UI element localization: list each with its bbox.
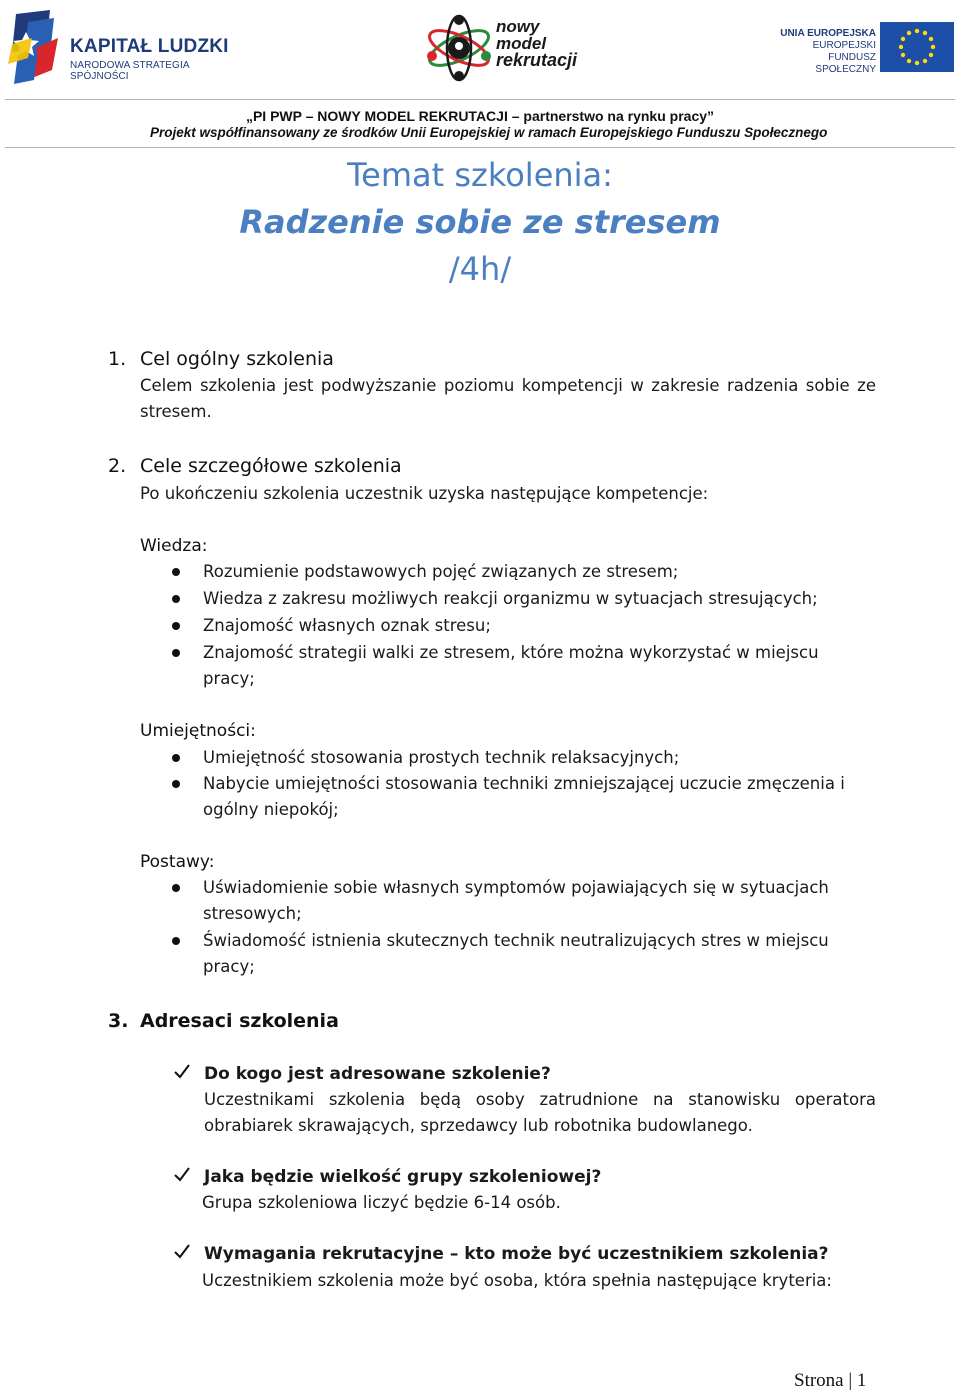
section-2-number: 2. xyxy=(108,455,127,477)
section-1-number: 1. xyxy=(108,348,127,370)
question-requirements: Wymagania rekrutacyjne – kto może być uczestnikiem szkolenia? xyxy=(204,1244,829,1264)
wiedza-item: Rozumienie podstawowych pojęć związanych ze stresem; xyxy=(203,562,679,581)
section-1-text: Celem szkolenia jest podwyższanie poziomu kompetencji w zakresie radzenia sobie ze stresem. xyxy=(140,376,876,421)
project-subtitle: Projekt współfinansowany ze środków Unii Europejskiej w ramach Europejskiego Funduszu Społecznego xyxy=(150,125,828,140)
postawy-item: Uświadomienie sobie własnych symptomów pojawiających się w sytuacjach xyxy=(203,878,829,897)
training-duration: /4h/ xyxy=(448,250,512,288)
umiejetnosci-item: Umiejętność stosowania prostych technik relaksacyjnych; xyxy=(203,748,680,767)
page-header xyxy=(0,0,960,150)
answer-requirements: Uczestnikiem szkolenia może być osoba, która spełnia następujące kryteria: xyxy=(202,1271,832,1290)
postawy-item-continuation: pracy; xyxy=(203,957,255,976)
umiejetnosci-item-continuation: ogólny niepokój; xyxy=(203,800,339,819)
kapital-ludzki-logo xyxy=(6,8,246,88)
bullet-icon xyxy=(172,937,180,945)
nowy-model-rekrutacji-text xyxy=(496,18,577,69)
checkmark-icon xyxy=(173,1243,191,1261)
atom-people-icon xyxy=(424,12,494,82)
checkmark-icon xyxy=(173,1063,191,1081)
logo-word-model: model xyxy=(496,34,547,53)
eu-logo-line-3: FUNDUSZ SPOŁECZNY xyxy=(815,52,876,75)
header-divider-bottom xyxy=(5,147,955,148)
question-group-size: Jaka będzie wielkość grupy szkoleniowej? xyxy=(204,1167,602,1187)
training-topic-name: Radzenie sobie ze stresem xyxy=(239,203,721,241)
answer-audience: Uczestnikami szkolenia będą osoby zatrudnione na stanowisku operatora obrabiarek skrawających, sprzedawcy lub robotnika budowlanego. xyxy=(204,1090,876,1135)
postawy-item: Świadomość istnienia skutecznych technik neutralizujących stres w miejscu xyxy=(203,931,829,950)
bullet-icon xyxy=(172,622,180,630)
section-3-heading: Adresaci szkolenia xyxy=(140,1010,339,1032)
section-1-heading: Cel ogólny szkolenia xyxy=(140,348,334,370)
kapital-ludzki-title: KAPITAŁ LUDZKI xyxy=(70,36,229,57)
postawy-item-continuation: stresowych; xyxy=(203,904,302,923)
bullet-icon xyxy=(172,884,180,892)
answer-group-size: Grupa szkoleniowa liczyć będzie 6-14 osób. xyxy=(202,1193,561,1212)
project-title: „PI PWP – NOWY MODEL REKRUTACJI – partnerstwo na rynku pracy” xyxy=(245,108,715,124)
eu-logo-line-1: UNIA EUROPEJSKA xyxy=(780,28,876,39)
wiedza-item: Wiedza z zakresu możliwych reakcji organizmu w sytuacjach stresujących; xyxy=(203,589,818,608)
checkmark-icon xyxy=(173,1166,191,1184)
page-number: Strona | 1 xyxy=(794,1370,867,1391)
bullet-icon xyxy=(172,568,180,576)
question-audience: Do kogo jest adresowane szkolenie? xyxy=(204,1064,551,1084)
bullet-icon xyxy=(172,595,180,603)
kapital-ludzki-emblem-icon xyxy=(6,8,66,88)
bullet-icon xyxy=(172,780,180,788)
nowy-model-rekrutacji-logo xyxy=(424,12,594,82)
section-3-number: 3. xyxy=(108,1010,129,1032)
kapital-ludzki-subtitle: NARODOWA STRATEGIA SPÓJNOŚCI xyxy=(70,60,190,82)
training-topic-label: Temat szkolenia: xyxy=(347,156,613,194)
wiedza-item: Znajomość strategii walki ze stresem, które można wykorzystać w miejscu xyxy=(203,643,819,662)
umiejetnosci-item: Nabycie umiejętności stosowania techniki zmniejszającej uczucie zmęczenia i xyxy=(203,774,845,793)
eu-logo-line-2: EUROPEJSKI xyxy=(812,40,876,51)
eu-logo xyxy=(768,22,956,74)
umiejetnosci-label: Umiejętności: xyxy=(140,721,256,741)
wiedza-item: Znajomość własnych oznak stresu; xyxy=(203,616,491,635)
logo-word-rekrutacji: rekrutacji xyxy=(496,50,578,70)
wiedza-item-continuation: pracy; xyxy=(203,669,255,688)
logo-word-nowy: nowy xyxy=(496,17,540,36)
bullet-icon xyxy=(172,649,180,657)
section-2-heading: Cele szczegółowe szkolenia xyxy=(140,455,402,477)
section-2-intro: Po ukończeniu szkolenia uczestnik uzyska następujące kompetencje: xyxy=(140,484,709,503)
header-divider-top xyxy=(5,99,955,100)
bullet-icon xyxy=(172,754,180,762)
wiedza-label: Wiedza: xyxy=(140,536,208,556)
postawy-label: Postawy: xyxy=(140,852,215,872)
eu-flag-icon xyxy=(880,22,954,72)
